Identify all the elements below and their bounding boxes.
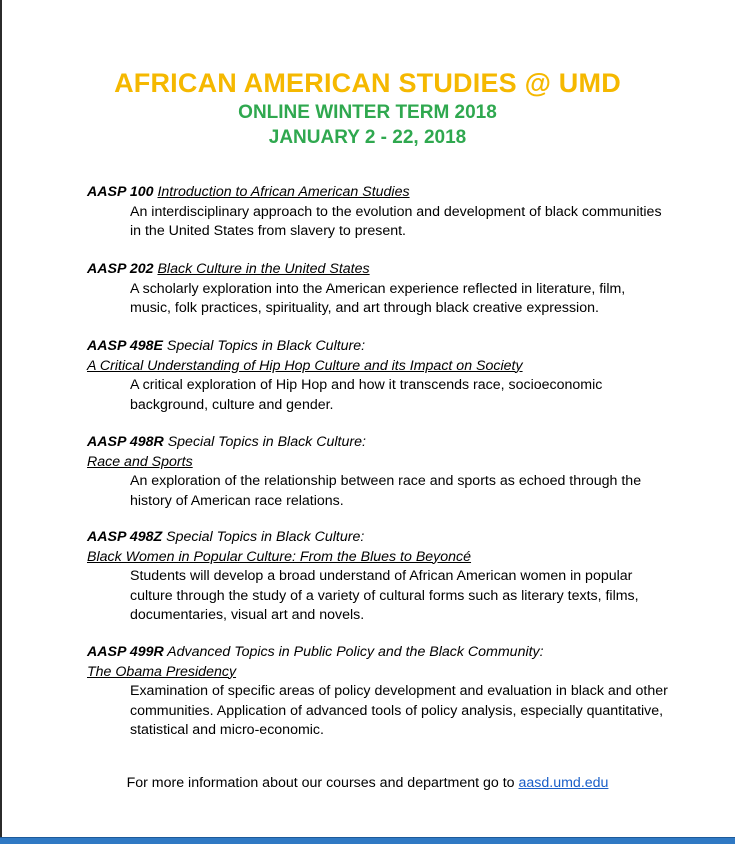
bottom-bar <box>0 838 735 844</box>
course-code: AASP 202 <box>87 261 154 277</box>
course-heading <box>87 337 667 357</box>
course-code: AASP 100 <box>87 184 154 200</box>
course-heading <box>87 643 667 663</box>
course-heading <box>87 260 667 280</box>
course-title-line <box>87 357 667 377</box>
course-title-line <box>87 548 667 568</box>
footer-text: For more information about our courses and department go to <box>126 775 519 791</box>
course-title: Introduction to African American Studies <box>157 184 410 200</box>
course-description: Students will develop a broad understand of African American women in popular culture through the study of a variety of cultural forms such as literary texts, films, documentaries, visual art and novels. <box>130 568 639 623</box>
course-title: The Obama Presidency <box>87 663 237 680</box>
course-title: Race and Sports <box>87 453 193 470</box>
course-aasp-498r <box>87 433 667 511</box>
course-topic: Special Topics in Black Culture: <box>166 529 365 545</box>
course-aasp-498e <box>87 337 667 415</box>
course-description: A scholarly exploration into the American experience reflected in literature, film, music, folk practices, spirituality, and art through black creative expression. <box>130 280 626 316</box>
course-topic: Advanced Topics in Public Policy and the Black Community: <box>167 644 544 660</box>
course-heading <box>87 183 667 203</box>
course-description: An interdisciplinary approach to the evolution and development of black communities in the United States from slavery to present. <box>130 203 662 239</box>
course-aasp-202 <box>87 260 667 319</box>
term-heading: ONLINE WINTER TERM 2018 <box>238 102 497 123</box>
course-title: Black Culture in the United States <box>157 261 370 277</box>
course-description: An exploration of the relationship between race and sports as echoed through the history of American race relations. <box>130 473 642 509</box>
course-title: A Critical Understanding of Hip Hop Culture and its Impact on Society <box>87 357 523 374</box>
course-description: A critical exploration of Hip Hop and how it transcends race, socioeconomic background, culture and gender. <box>130 377 603 413</box>
course-code: AASP 499R <box>87 644 164 660</box>
course-code: AASP 498Z <box>87 529 163 545</box>
course-topic: Special Topics in Black Culture: <box>166 338 366 354</box>
course-title: Black Women in Popular Culture: From the Blues to Beyoncé <box>87 548 472 565</box>
page-title: AFRICAN AMERICAN STUDIES @ UMD <box>114 68 621 98</box>
course-topic: Special Topics in Black Culture: <box>167 434 366 450</box>
course-heading <box>87 528 667 548</box>
course-code: AASP 498R <box>87 434 164 450</box>
course-aasp-498z <box>87 528 667 626</box>
dates-heading: JANUARY 2 - 22, 2018 <box>268 127 467 148</box>
course-title-line <box>87 663 667 683</box>
department-link[interactable]: aasd.umd.edu <box>518 775 609 791</box>
course-aasp-499r <box>87 643 667 741</box>
course-title-line <box>87 453 667 473</box>
course-code: AASP 498E <box>87 338 163 354</box>
course-description: Examination of specific areas of policy development and evaluation in black and other communities. Application of advanced tools of policy analysis, especially quantitative, statistical and micro-economic. <box>130 683 668 738</box>
footer <box>0 775 735 791</box>
course-aasp-100 <box>87 183 667 242</box>
course-heading <box>87 433 667 453</box>
